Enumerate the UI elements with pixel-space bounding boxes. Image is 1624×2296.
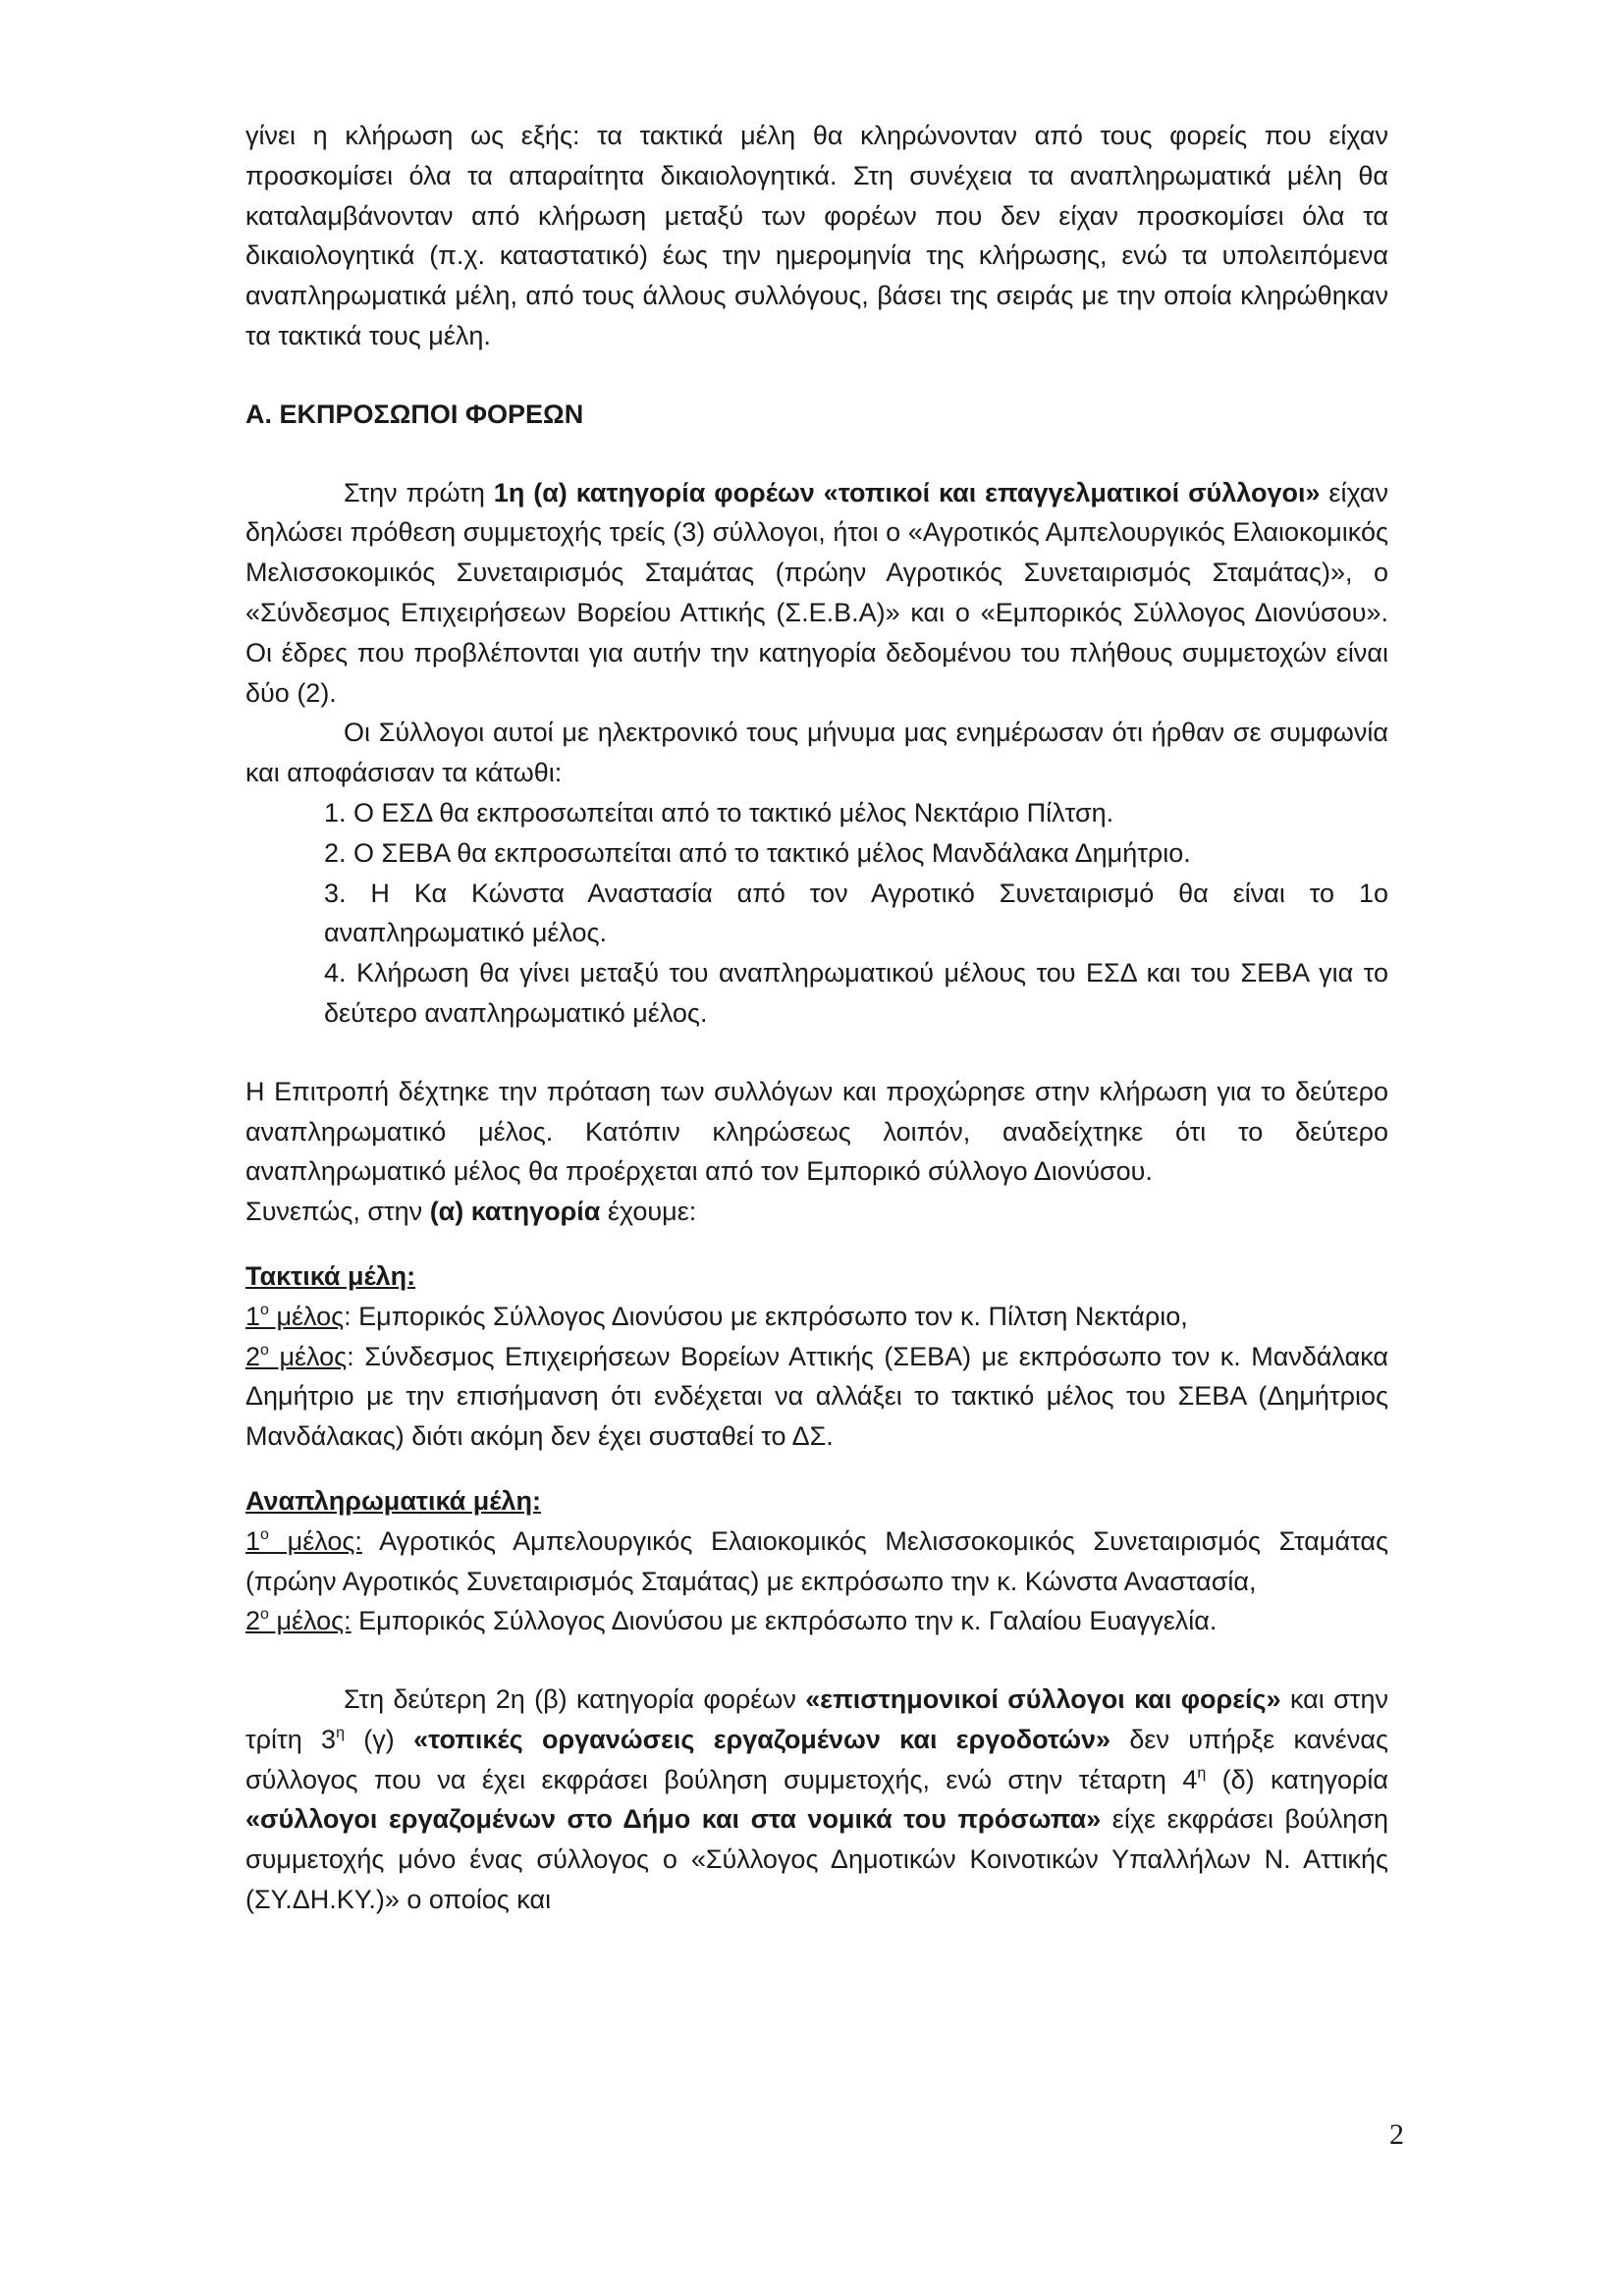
category-a-paragraph: Στην πρώτη 1η (α) κατηγορία φορέων «τοπικοί και επαγγελματικοί σύλλογοι» είχαν δηλώσει πρόθεση συμμετοχής τρείς (3) σύλλογοι, ήτοι ο «Αγροτικός Αμπελουργικός Ελαιοκομικός Μελισσοκομικός Συνεταιρισμός Σταμάτας (πρώην Αγροτικός Συνεταιρισμός Σταμάτας)», ο «Σύνδεσμος Επιχειρήσεων Βορείου Αττικής (Σ.Ε.Β.Α)» και ο «Εμπορικός Σύλλογος Διονύσου». Οι έδρες που προβλέπονται για αυτήν την κατηγορία δεδομένου του πλήθους συμμετοχών είναι δύο (2).	[245, 477, 1389, 708]
regular-members-heading: Τακτικά μέλη:	[245, 1260, 416, 1291]
list-item: 3. Η Κα Κώνστα Αναστασία από τον Αγροτικό Συνεταιρισμό θα είναι το 1ο αναπληρωματικό μέλος.	[324, 878, 1388, 948]
list-item: 2. Ο ΣΕΒΑ θα εκπροσωπείται από το τακτικό μέλος Μανδάλακα Δημήτριο.	[324, 837, 1191, 868]
regular-member-1: $1^o$ μέλος: Εμπορικός Σύλλογος Διονύσου με εκπρόσωπο τον κ. Πίλτση Νεκτάριο,	[245, 1301, 1188, 1331]
alternate-member-2: $2^o$ μέλος: Εμπορικός Σύλλογος Διονύσου με εκπρόσωπο την κ. Γαλαίου Ευαγγελία.	[245, 1606, 1218, 1636]
intro-paragraph: γίνει η κλήρωση ως εξής: τα τακτικά μέλη θα κληρώνονταν από τους φορείς που είχαν προσκομίσει όλα τα απαραίτητα δικαιολογητικά. Στη συνέχεια τα αναπληρωματικά μέλη θα καταλαμβάνονταν από κλήρωση μεταξύ των φορέων που δεν είχαν προσκομίσει όλα τα δικαιολογητικά (π.χ. καταστατικό) έως την ημερομηνία της κλήρωσης, ενώ τα υπολειπόμενα αναπληρωματικά μέλη, από τους άλλους συλλόγους, βάσει της σειράς με την οποία κληρώθηκαν τα τακτικά τους μέλη.	[245, 121, 1388, 350]
committee-paragraph: Η Επιτροπή δέχτηκε την πρόταση των συλλόγων και προχώρησε στην κλήρωση για το δεύτερο αναπληρωματικό μέλος. Κατόπιν κληρώσεως λοιπόν, αναδείχτηκε ότι το δεύτερο αναπληρωματικό μέλος θα προέρχεται από τον Εμπορικό σύλλογο Διονύσου.	[245, 1076, 1388, 1187]
regular-member-2: $2^o$ μέλος: Σύνδεσμος Επιχειρήσεων Βορείων Αττικής (ΣΕΒΑ) με εκπρόσωπο τον κ. Μανδάλακα Δημήτριο με την επισήμανση ότι ενδέχεται να αλλάξει το τακτικό μέλος του ΣΕΒΑ (Δημήτριος Μανδάλακας) διότι ακόμη δεν έχει συσταθεί το ΔΣ.	[245, 1341, 1388, 1452]
page-number: 2	[1389, 2118, 1404, 2151]
agreement-paragraph: Οι Σύλλογοι αυτοί με ηλεκτρονικό τους μήνυμα μας ενημέρωσαν ότι ήρθαν σε συμφωνία και αποφάσισαν τα κάτωθι:	[245, 718, 1388, 788]
consequently-line: Συνεπώς, στην (α) κατηγορία έχουμε:	[245, 1197, 697, 1227]
agreement-list	[245, 793, 1388, 1034]
alternate-members-heading: Αναπληρωματικά μέλη:	[245, 1485, 541, 1516]
list-item: 1. Ο ΕΣΔ θα εκπροσωπείται από το τακτικό μέλος Νεκτάριο Πίλτση.	[324, 797, 1114, 828]
list-item: 4. Κλήρωση θα γίνει μεταξύ του αναπληρωματικού μέλους του ΕΣΔ και του ΣΕΒΑ για το δεύτερο αναπληρωματικό μέλος.	[324, 958, 1388, 1028]
section-heading: Α. ΕΚΠΡΟΣΩΠΟΙ ΦΟΡΕΩΝ	[245, 399, 584, 429]
alternate-member-1: $1^o$ μέλος: Αγροτικός Αμπελουργικός Ελαιοκομικός Μελισσοκομικός Συνεταιρισμός Σταμάτας (πρώην Αγροτικός Συνεταιρισμός Σταμάτας) με εκπρόσωπο την κ. Κώνστα Αναστασία,	[245, 1525, 1388, 1596]
categories-bcd-paragraph: Στη δεύτερη 2η (β) κατηγορία φορέων «επιστημονικοί σύλλογοι και φορείς» και στην τρίτη $3^\eta$ (γ) «τοπικές οργανώσεις εργαζομένων και εργοδοτών» δεν υπήρξε κανένας σύλλογος που να έχει εκφράσει βούληση συμμετοχής, ενώ στην τέταρτη $4^\eta$ (δ) κατηγορία «σύλλογοι εργαζομένων στο Δήμο και στα νομικά του πρόσωπα» είχε εκφράσει βούληση συμμετοχής μόνο ένας σύλλογος ο «Σύλλογος Δημοτικών Κοινοτικών Υπαλλήλων Ν. Αττικής (ΣΥ.ΔΗ.ΚΥ.)» ο οποίος και	[245, 1684, 1388, 1915]
page-content	[245, 116, 1388, 1920]
category-a-title: 1η (α) κατηγορία φορέων «τοπικοί και επαγγελματικοί σύλλογοι»	[493, 477, 1321, 507]
